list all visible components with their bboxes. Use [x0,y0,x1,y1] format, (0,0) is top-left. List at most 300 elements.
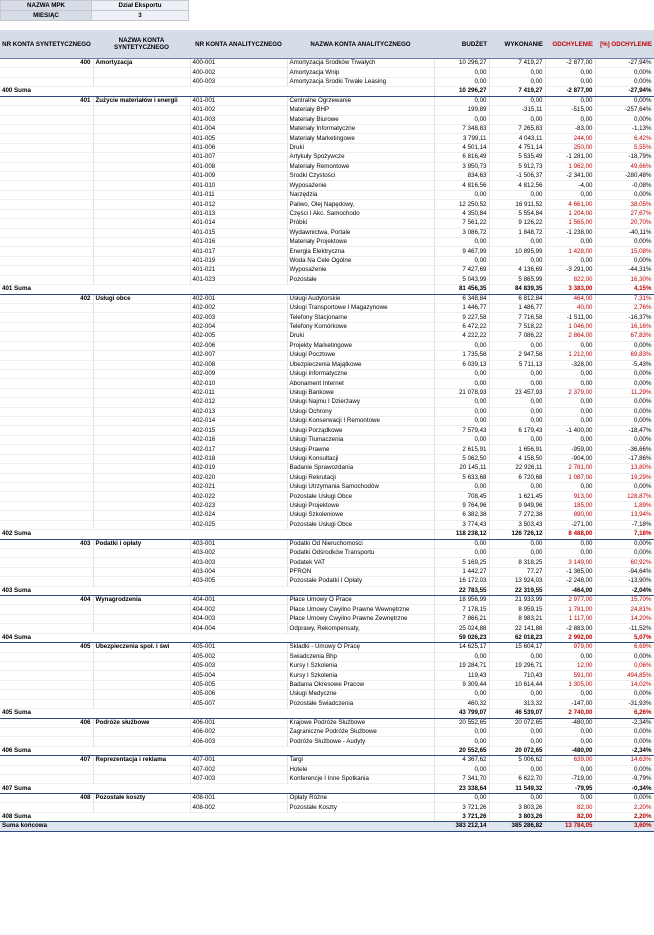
deviation-cell[interactable]: 82,00 [545,812,595,821]
syn-name-cell[interactable] [93,77,190,86]
syn-name-cell[interactable] [93,398,190,407]
budget-cell[interactable]: 3 774,43 [434,520,489,529]
syn-name-cell[interactable] [93,520,190,529]
ana-account-cell[interactable]: 406-002 [190,727,287,736]
deviation-cell[interactable]: 0,00 [545,190,595,199]
subtotal-label[interactable]: 405 Suma [0,709,93,718]
execution-cell[interactable]: 0,00 [489,190,545,199]
ana-account-cell[interactable]: 401-015 [190,228,287,237]
deviation-cell[interactable]: 4 661,00 [545,200,595,209]
deviation-cell[interactable]: 1 046,00 [545,322,595,331]
deviation-cell[interactable]: 0,00 [545,548,595,557]
syn-account-cell[interactable] [0,313,93,322]
ana-name-cell[interactable]: Paliwo, Olej Napędowy, [287,200,434,209]
execution-cell[interactable]: 5 912,73 [489,162,545,171]
syn-name-cell[interactable] [93,369,190,378]
syn-account-cell[interactable] [0,775,93,784]
execution-cell[interactable]: 4 812,56 [489,181,545,190]
syn-account-cell[interactable] [0,266,93,275]
syn-name-cell[interactable] [93,181,190,190]
deviation-pct-cell[interactable]: 20,70% [595,219,654,228]
budget-cell[interactable]: 0,00 [434,482,489,491]
ana-account-cell[interactable]: 402-020 [190,473,287,482]
ana-name-cell[interactable]: Podróże Służbowe - Audyty [287,737,434,746]
execution-cell[interactable]: 0,00 [489,737,545,746]
execution-cell[interactable]: 1 621,45 [489,492,545,501]
ana-name-cell[interactable]: Kursy I Szkolenia [287,671,434,680]
execution-cell[interactable]: 0,00 [489,417,545,426]
deviation-pct-cell[interactable]: 0,00% [595,256,654,265]
ana-account-cell[interactable]: 402-021 [190,482,287,491]
empty-cell[interactable] [190,746,287,755]
deviation-pct-cell[interactable]: -0,08% [595,181,654,190]
budget-cell[interactable]: 3 721,26 [434,812,489,821]
ana-account-cell[interactable]: 401-004 [190,124,287,133]
ana-account-cell[interactable]: 401-017 [190,247,287,256]
execution-cell[interactable]: 6 179,43 [489,426,545,435]
syn-name-cell[interactable] [93,332,190,341]
deviation-cell[interactable]: -1 365,00 [545,567,595,576]
execution-cell[interactable]: 0,00 [489,407,545,416]
deviation-cell[interactable]: 0,00 [545,68,595,77]
ana-account-cell[interactable]: 401-008 [190,162,287,171]
filter-value-mpk[interactable]: Dział Eksportu [92,1,189,11]
ana-account-cell[interactable]: 400-001 [190,59,287,68]
deviation-pct-cell[interactable]: 0,00% [595,548,654,557]
ana-name-cell[interactable]: Materiały Biurowe [287,115,434,124]
syn-name-cell[interactable] [93,143,190,152]
deviation-pct-cell[interactable]: 69,83% [595,351,654,360]
ana-name-cell[interactable]: Materiały BHP [287,106,434,115]
col-header-deviation[interactable]: ODCHYLENIE [545,30,595,59]
deviation-cell[interactable]: 2 781,00 [545,464,595,473]
ana-name-cell[interactable]: Składki - Umowy O Pracę [287,643,434,652]
budget-cell[interactable]: 20 552,65 [434,718,489,727]
syn-name-cell[interactable] [93,690,190,699]
ana-account-cell[interactable]: 401-005 [190,134,287,143]
budget-cell[interactable]: 0,00 [434,115,489,124]
ana-name-cell[interactable]: Wyposażenie [287,181,434,190]
syn-name-cell[interactable] [93,558,190,567]
execution-cell[interactable]: 7 086,22 [489,332,545,341]
deviation-cell[interactable]: -480,00 [545,746,595,755]
deviation-cell[interactable]: 0,00 [545,256,595,265]
ana-name-cell[interactable]: Usługi Transportowe I Magazynowe [287,303,434,312]
deviation-pct-cell[interactable]: 14,20% [595,614,654,623]
deviation-cell[interactable]: -959,00 [545,445,595,454]
syn-account-cell[interactable] [0,369,93,378]
empty-cell[interactable] [93,530,190,539]
ana-account-cell[interactable]: 402-017 [190,445,287,454]
syn-account-cell[interactable] [0,407,93,416]
deviation-pct-cell[interactable]: -94,64% [595,567,654,576]
execution-cell[interactable]: 5 535,49 [489,153,545,162]
execution-cell[interactable]: 126 726,12 [489,530,545,539]
syn-name-cell[interactable] [93,209,190,218]
empty-cell[interactable] [93,812,190,821]
execution-cell[interactable]: 11 549,32 [489,784,545,793]
ana-name-cell[interactable]: Usługi Medyczne [287,690,434,699]
subtotal-label[interactable]: 401 Suma [0,285,93,294]
ana-account-cell[interactable]: 401-001 [190,96,287,105]
syn-name-cell[interactable]: Pozostałe koszty [93,793,190,802]
syn-name-cell[interactable] [93,247,190,256]
deviation-pct-cell[interactable]: 67,83% [595,332,654,341]
ana-account-cell[interactable]: 408-001 [190,793,287,802]
ana-account-cell[interactable]: 401-021 [190,266,287,275]
execution-cell[interactable]: 15 604,17 [489,643,545,652]
budget-cell[interactable]: 7 178,15 [434,605,489,614]
deviation-cell[interactable]: 8 488,00 [545,530,595,539]
deviation-cell[interactable]: -2 877,00 [545,87,595,96]
ana-account-cell[interactable]: 401-019 [190,256,287,265]
budget-cell[interactable]: 0,00 [434,341,489,350]
budget-cell[interactable]: 43 799,07 [434,709,489,718]
syn-name-cell[interactable] [93,737,190,746]
ana-name-cell[interactable]: Pozostałe Usługi Obce [287,492,434,501]
syn-name-cell[interactable] [93,124,190,133]
budget-cell[interactable]: 1 446,77 [434,303,489,312]
ana-account-cell[interactable]: 402-023 [190,501,287,510]
ana-name-cell[interactable]: Amortyzacja Środków Trwałych [287,59,434,68]
deviation-pct-cell[interactable]: -257,64% [595,106,654,115]
execution-cell[interactable]: 2 947,58 [489,351,545,360]
budget-cell[interactable]: 0,00 [434,407,489,416]
deviation-pct-cell[interactable]: -16,37% [595,313,654,322]
syn-account-cell[interactable] [0,351,93,360]
execution-cell[interactable]: 4 751,14 [489,143,545,152]
budget-cell[interactable]: 6 039,13 [434,360,489,369]
ana-name-cell[interactable]: Usługi Bankowe [287,388,434,397]
execution-cell[interactable]: 22 141,88 [489,624,545,633]
budget-cell[interactable]: 81 456,35 [434,285,489,294]
deviation-cell[interactable]: 2 740,00 [545,709,595,718]
deviation-cell[interactable]: 0,00 [545,379,595,388]
ana-name-cell[interactable]: Materiały Remontowe [287,162,434,171]
ana-name-cell[interactable]: Usługi Konserwacji I Remontowe [287,417,434,426]
syn-name-cell[interactable] [93,200,190,209]
deviation-pct-cell[interactable]: 49,66% [595,162,654,171]
syn-name-cell[interactable] [93,172,190,181]
execution-cell[interactable]: 3 803,26 [489,812,545,821]
deviation-cell[interactable]: 2 992,00 [545,633,595,642]
deviation-pct-cell[interactable]: 6,26% [595,709,654,718]
budget-cell[interactable]: 4 501,14 [434,143,489,152]
deviation-pct-cell[interactable]: -27,94% [595,59,654,68]
syn-account-cell[interactable] [0,162,93,171]
ana-account-cell[interactable]: 407-001 [190,756,287,765]
budget-cell[interactable]: 6 816,49 [434,153,489,162]
budget-cell[interactable]: 199,89 [434,106,489,115]
deviation-cell[interactable]: 591,00 [545,671,595,680]
ana-account-cell[interactable]: 404-002 [190,605,287,614]
ana-name-cell[interactable]: Płace Umowy Cwyilno Prawne Wewnętrzne [287,605,434,614]
execution-cell[interactable]: 8 983,21 [489,614,545,623]
deviation-pct-cell[interactable]: -0,34% [595,784,654,793]
deviation-pct-cell[interactable]: 11,29% [595,388,654,397]
syn-account-cell[interactable]: 404 [0,596,93,605]
deviation-pct-cell[interactable]: -280,48% [595,172,654,181]
deviation-pct-cell[interactable]: -2,34% [595,718,654,727]
budget-cell[interactable]: 4 816,56 [434,181,489,190]
ana-account-cell[interactable]: 405-003 [190,662,287,671]
budget-cell[interactable]: 3 950,73 [434,162,489,171]
ana-account-cell[interactable]: 401-002 [190,106,287,115]
deviation-pct-cell[interactable]: 0,00% [595,115,654,124]
ana-account-cell[interactable]: 405-004 [190,671,287,680]
syn-name-cell[interactable]: Usługi obce [93,294,190,303]
syn-name-cell[interactable] [93,652,190,661]
budget-cell[interactable]: 0,00 [434,417,489,426]
deviation-pct-cell[interactable]: -27,94% [595,87,654,96]
deviation-cell[interactable]: 1 962,00 [545,162,595,171]
ana-account-cell[interactable]: 403-002 [190,548,287,557]
execution-cell[interactable]: 5 006,62 [489,756,545,765]
execution-cell[interactable]: 4 136,69 [489,266,545,275]
budget-cell[interactable]: 0,00 [434,190,489,199]
ana-account-cell[interactable]: 401-009 [190,172,287,181]
syn-account-cell[interactable] [0,388,93,397]
empty-cell[interactable] [287,822,434,831]
execution-cell[interactable]: -1 506,37 [489,172,545,181]
budget-cell[interactable]: 16 172,03 [434,577,489,586]
deviation-pct-cell[interactable]: 0,00% [595,379,654,388]
deviation-pct-cell[interactable]: -11,52% [595,624,654,633]
syn-account-cell[interactable] [0,482,93,491]
budget-cell[interactable]: 9 467,99 [434,247,489,256]
empty-cell[interactable] [93,633,190,642]
syn-account-cell[interactable]: 405 [0,643,93,652]
execution-cell[interactable]: 0,00 [489,548,545,557]
execution-cell[interactable]: 0,00 [489,765,545,774]
deviation-cell[interactable]: -271,00 [545,520,595,529]
syn-account-cell[interactable] [0,181,93,190]
ana-account-cell[interactable]: 407-002 [190,765,287,774]
deviation-cell[interactable]: -719,00 [545,775,595,784]
execution-cell[interactable]: 4 158,50 [489,454,545,463]
ana-account-cell[interactable]: 401-013 [190,209,287,218]
deviation-pct-cell[interactable]: 0,00% [595,737,654,746]
ana-account-cell[interactable]: 402-004 [190,322,287,331]
syn-account-cell[interactable]: 406 [0,718,93,727]
execution-cell[interactable]: 7 716,58 [489,313,545,322]
execution-cell[interactable]: 19 296,71 [489,662,545,671]
syn-account-cell[interactable] [0,153,93,162]
syn-account-cell[interactable] [0,567,93,576]
deviation-cell[interactable]: 913,00 [545,492,595,501]
ana-name-cell[interactable]: Materiały Informatyczne [287,124,434,133]
empty-cell[interactable] [190,822,287,831]
syn-account-cell[interactable] [0,322,93,331]
budget-cell[interactable]: 1 735,58 [434,351,489,360]
deviation-pct-cell[interactable]: -31,93% [595,699,654,708]
deviation-pct-cell[interactable]: -17,86% [595,454,654,463]
budget-cell[interactable]: 0,00 [434,548,489,557]
deviation-pct-cell[interactable]: 5,55% [595,143,654,152]
budget-cell[interactable]: 6 348,84 [434,294,489,303]
deviation-pct-cell[interactable]: 0,00% [595,68,654,77]
ana-account-cell[interactable]: 401-007 [190,153,287,162]
ana-name-cell[interactable]: Narzędzia [287,190,434,199]
budget-cell[interactable]: 9 764,96 [434,501,489,510]
syn-account-cell[interactable] [0,803,93,812]
budget-cell[interactable]: 25 024,88 [434,624,489,633]
subtotal-label[interactable]: 408 Suma [0,812,93,821]
syn-account-cell[interactable] [0,360,93,369]
syn-account-cell[interactable] [0,624,93,633]
budget-cell[interactable]: 0,00 [434,238,489,247]
ana-account-cell[interactable]: 402-015 [190,426,287,435]
deviation-pct-cell[interactable]: 14,63% [595,756,654,765]
syn-name-cell[interactable] [93,407,190,416]
syn-account-cell[interactable] [0,605,93,614]
execution-cell[interactable]: 8 318,25 [489,558,545,567]
ana-account-cell[interactable]: 401-023 [190,275,287,284]
syn-account-cell[interactable] [0,520,93,529]
syn-account-cell[interactable] [0,445,93,454]
budget-cell[interactable]: 0,00 [434,765,489,774]
deviation-cell[interactable]: 0,00 [545,369,595,378]
ana-account-cell[interactable]: 405-007 [190,699,287,708]
execution-cell[interactable]: 5 711,13 [489,360,545,369]
empty-cell[interactable] [287,586,434,595]
deviation-cell[interactable]: 0,00 [545,341,595,350]
deviation-pct-cell[interactable]: 19,29% [595,473,654,482]
ana-account-cell[interactable]: 408-002 [190,803,287,812]
syn-account-cell[interactable] [0,134,93,143]
execution-cell[interactable]: 0,00 [489,238,545,247]
ana-name-cell[interactable]: Materiały Projektowe [287,238,434,247]
deviation-pct-cell[interactable]: -44,31% [595,266,654,275]
execution-cell[interactable]: 0,00 [489,77,545,86]
empty-cell[interactable] [93,586,190,595]
empty-cell[interactable] [190,709,287,718]
deviation-pct-cell[interactable]: -2,34% [595,746,654,755]
syn-name-cell[interactable] [93,464,190,473]
execution-cell[interactable]: 0,00 [489,727,545,736]
ana-account-cell[interactable]: 402-019 [190,464,287,473]
syn-account-cell[interactable] [0,190,93,199]
syn-name-cell[interactable] [93,680,190,689]
deviation-cell[interactable]: -2 248,00 [545,577,595,586]
budget-cell[interactable]: 3 799,11 [434,134,489,143]
budget-cell[interactable]: 0,00 [434,256,489,265]
budget-cell[interactable]: 5 169,25 [434,558,489,567]
budget-cell[interactable]: 5 633,68 [434,473,489,482]
ana-account-cell[interactable]: 402-016 [190,435,287,444]
ana-account-cell[interactable]: 402-001 [190,294,287,303]
syn-name-cell[interactable] [93,699,190,708]
ana-name-cell[interactable]: Amortyzacja Wnip [287,68,434,77]
empty-cell[interactable] [190,87,287,96]
syn-name-cell[interactable] [93,417,190,426]
ana-name-cell[interactable]: Usługi Porządkowe [287,426,434,435]
ana-account-cell[interactable]: 402-018 [190,454,287,463]
deviation-cell[interactable]: 0,00 [545,238,595,247]
subtotal-label[interactable]: 403 Suma [0,586,93,595]
deviation-cell[interactable]: 1 117,00 [545,614,595,623]
col-header-ana-account[interactable]: NR KONTA ANALITYCZNEGO [190,30,287,59]
execution-cell[interactable]: 385 286,82 [489,822,545,831]
execution-cell[interactable]: 9 126,22 [489,219,545,228]
syn-account-cell[interactable] [0,501,93,510]
syn-account-cell[interactable] [0,690,93,699]
ana-account-cell[interactable]: 401-014 [190,219,287,228]
budget-cell[interactable]: 23 338,64 [434,784,489,793]
deviation-cell[interactable]: -79,95 [545,784,595,793]
ana-name-cell[interactable]: Hotele [287,765,434,774]
syn-account-cell[interactable] [0,473,93,482]
execution-cell[interactable]: 8 959,15 [489,605,545,614]
syn-account-cell[interactable] [0,398,93,407]
subtotal-label[interactable]: 402 Suma [0,530,93,539]
budget-cell[interactable]: 4 222,22 [434,332,489,341]
ana-account-cell[interactable]: 403-003 [190,558,287,567]
ana-account-cell[interactable]: 401-003 [190,115,287,124]
deviation-pct-cell[interactable]: -9,79% [595,775,654,784]
ana-name-cell[interactable]: Usługi Konsultacji [287,454,434,463]
deviation-cell[interactable]: 979,00 [545,643,595,652]
syn-name-cell[interactable] [93,473,190,482]
ana-name-cell[interactable]: Targi [287,756,434,765]
execution-cell[interactable]: 6 812,84 [489,294,545,303]
deviation-cell[interactable]: -1 281,00 [545,153,595,162]
execution-cell[interactable]: 62 018,23 [489,633,545,642]
deviation-pct-cell[interactable]: 14,02% [595,680,654,689]
ana-name-cell[interactable]: Druki [287,143,434,152]
execution-cell[interactable]: 0,00 [489,341,545,350]
execution-cell[interactable]: 0,00 [489,256,545,265]
syn-account-cell[interactable] [0,275,93,284]
execution-cell[interactable]: 5 865,99 [489,275,545,284]
syn-name-cell[interactable] [93,228,190,237]
deviation-cell[interactable]: 12,00 [545,662,595,671]
empty-cell[interactable] [287,709,434,718]
ana-name-cell[interactable]: Pozostałe Podatki I Opłaty [287,577,434,586]
deviation-cell[interactable]: 1 305,00 [545,680,595,689]
deviation-cell[interactable]: 2 379,00 [545,388,595,397]
syn-name-cell[interactable] [93,605,190,614]
syn-account-cell[interactable] [0,577,93,586]
execution-cell[interactable]: 23 457,93 [489,388,545,397]
execution-cell[interactable]: 1 656,91 [489,445,545,454]
syn-name-cell[interactable] [93,256,190,265]
deviation-pct-cell[interactable]: 13,94% [595,511,654,520]
syn-name-cell[interactable]: Amortyzacja [93,59,190,68]
ana-account-cell[interactable]: 403-001 [190,539,287,548]
ana-name-cell[interactable]: Woda Na Cele Ogólne [287,256,434,265]
budget-cell[interactable]: 460,32 [434,699,489,708]
deviation-cell[interactable]: 0,00 [545,652,595,661]
ana-name-cell[interactable]: Telefony Komórkowe [287,322,434,331]
deviation-cell[interactable]: 0,00 [545,77,595,86]
syn-name-cell[interactable]: Reprezentacja i reklama [93,756,190,765]
deviation-pct-cell[interactable]: 2,20% [595,803,654,812]
execution-cell[interactable]: 0,00 [489,398,545,407]
ana-account-cell[interactable]: 401-010 [190,181,287,190]
budget-cell[interactable]: 10 296,27 [434,87,489,96]
deviation-cell[interactable]: 82,00 [545,803,595,812]
syn-account-cell[interactable] [0,662,93,671]
syn-name-cell[interactable] [93,219,190,228]
syn-name-cell[interactable]: Zużycie materiałów i energii [93,96,190,105]
execution-cell[interactable]: 10 895,99 [489,247,545,256]
deviation-cell[interactable]: 0,00 [545,727,595,736]
ana-name-cell[interactable]: Artykuły Spożywcze [287,153,434,162]
ana-name-cell[interactable]: Podatki Odśrodków Transportu [287,548,434,557]
deviation-pct-cell[interactable]: 0,00% [595,793,654,802]
ana-account-cell[interactable]: 403-005 [190,577,287,586]
